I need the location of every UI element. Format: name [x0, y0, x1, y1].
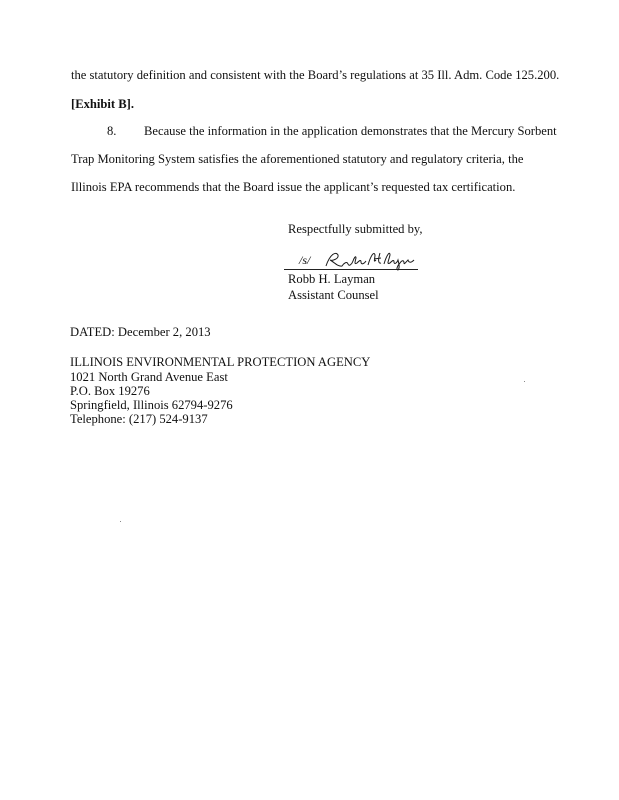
- handwritten-signature: [324, 249, 416, 271]
- paragraph-line: Illinois EPA recommends that the Board issue the applicant’s requested tax certification.: [71, 180, 516, 194]
- paragraph-line: the statutory definition and consistent with the Board’s regulations at 35 Ill. Adm. Code 125.200.: [71, 68, 560, 82]
- exhibit-reference: [Exhibit B].: [71, 97, 134, 111]
- closing-text: Respectfully submitted by,: [288, 222, 423, 236]
- signature-line: [284, 250, 418, 270]
- address-po-box: P.O. Box 19276: [70, 384, 150, 398]
- scan-speck: [524, 381, 525, 382]
- signature-prefix: /s/: [299, 253, 311, 267]
- address-phone: Telephone: (217) 524-9137: [70, 412, 208, 426]
- date-line: DATED: December 2, 2013: [70, 325, 211, 339]
- agency-name: ILLINOIS ENVIRONMENTAL PROTECTION AGENCY: [70, 355, 371, 369]
- address-street: 1021 North Grand Avenue East: [70, 370, 228, 384]
- paragraph-line: Trap Monitoring System satisfies the aforementioned statutory and regulatory criteria, the: [71, 152, 524, 166]
- address-city: Springfield, Illinois 62794-9276: [70, 398, 233, 412]
- paragraph-number: 8.: [107, 124, 117, 138]
- signer-title: Assistant Counsel: [288, 288, 379, 302]
- signer-name: Robb H. Layman: [288, 272, 376, 286]
- paragraph-line: Because the information in the application demonstrates that the Mercury Sorbent: [144, 124, 557, 138]
- scan-speck: [120, 521, 121, 522]
